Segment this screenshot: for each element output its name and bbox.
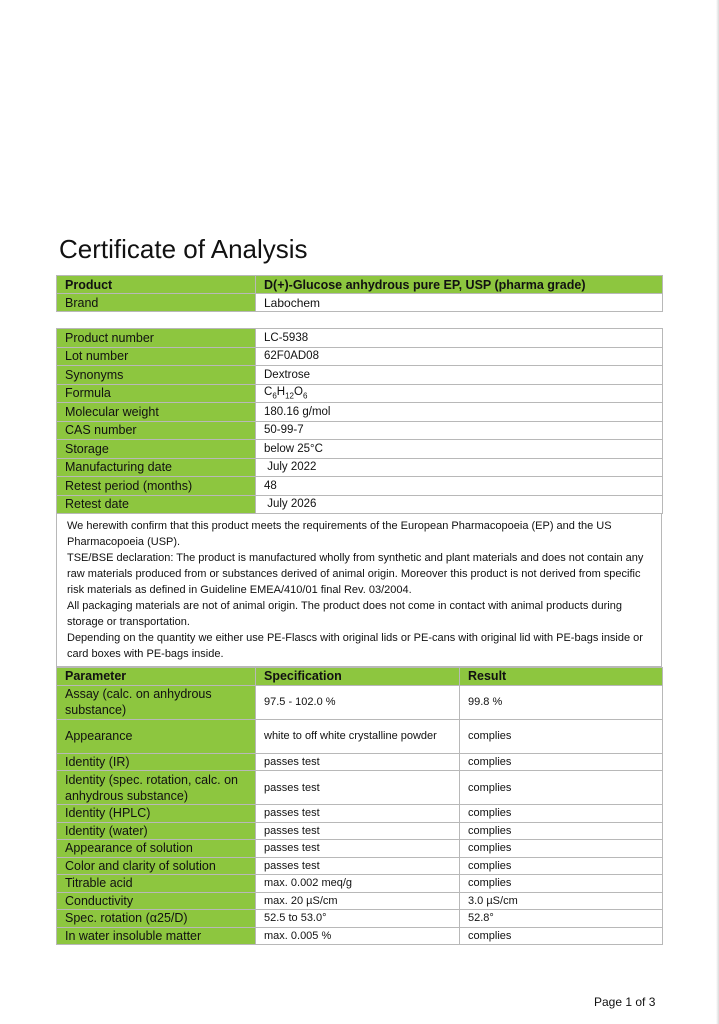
parameter-cell: Titrable acid (57, 875, 256, 893)
result-cell: complies (460, 875, 663, 893)
detail-label: Synonyms (57, 366, 256, 385)
specification-cell: max. 20 µS/cm (256, 892, 460, 910)
spec-header-row (57, 668, 663, 686)
result-cell: 52.8° (460, 910, 663, 928)
detail-row (57, 440, 663, 459)
result-cell: complies (460, 822, 663, 840)
parameter-cell: Conductivity (57, 892, 256, 910)
detail-label: Retest period (months) (57, 477, 256, 496)
detail-row (57, 458, 663, 477)
detail-row (57, 421, 663, 440)
result-header: Result (460, 668, 663, 686)
detail-value: LC-5938 (256, 329, 663, 348)
specification-cell: passes test (256, 822, 460, 840)
specification-cell: passes test (256, 857, 460, 875)
specification-cell: passes test (256, 805, 460, 823)
spec-row (57, 822, 663, 840)
result-cell: 99.8 % (460, 685, 663, 719)
parameter-cell: Spec. rotation (α25/D) (57, 910, 256, 928)
formula-value (256, 384, 663, 403)
spec-row (57, 892, 663, 910)
detail-label: Molecular weight (57, 403, 256, 422)
result-cell: complies (460, 771, 663, 805)
detail-label: Manufacturing date (57, 458, 256, 477)
formula-part: H (276, 386, 286, 399)
parameter-cell: Identity (HPLC) (57, 805, 256, 823)
spec-row (57, 771, 663, 805)
result-cell: complies (460, 805, 663, 823)
spec-row (57, 875, 663, 893)
declaration-box (56, 513, 662, 667)
parameter-cell: Appearance of solution (57, 840, 256, 858)
specification-cell: max. 0.002 meq/g (256, 875, 460, 893)
product-value: D(+)-Glucose anhydrous pure EP, USP (pharma grade) (256, 276, 663, 294)
parameter-cell: In water insoluble matter (57, 927, 256, 945)
detail-row (57, 329, 663, 348)
formula-part: O (293, 386, 303, 399)
formula-subscript: 12 (285, 391, 294, 401)
detail-row (57, 403, 663, 422)
declaration-paragraph: TSE/BSE declaration: The product is manufactured wholly from synthetic and plant materials and does not contain any raw materials produced from or substances derived of animal origin. Moreover this product is not derived from specific risk materials as defined in Guideline EMEA/410/01 final Rev. 03/2004. (67, 552, 644, 596)
formula-subscript: 6 (302, 391, 308, 401)
detail-value: below 25°C (256, 440, 663, 459)
detail-row (57, 495, 663, 514)
parameter-cell: Identity (spec. rotation, calc. on anhydrous substance) (57, 771, 256, 805)
spec-row (57, 857, 663, 875)
detail-label: CAS number (57, 421, 256, 440)
spec-row (57, 685, 663, 719)
parameter-cell: Appearance (57, 719, 256, 753)
product-label: Product (57, 276, 256, 294)
specification-cell: passes test (256, 771, 460, 805)
detail-row (57, 347, 663, 366)
brand-label: Brand (57, 294, 256, 312)
specification-cell: 97.5 - 102.0 % (256, 685, 460, 719)
detail-row (57, 366, 663, 385)
spec-row (57, 805, 663, 823)
product-table (56, 275, 663, 312)
parameter-cell: Color and clarity of solution (57, 857, 256, 875)
detail-label: Product number (57, 329, 256, 348)
detail-row (57, 384, 663, 403)
declaration-paragraph: We herewith confirm that this product meets the requirements of the European Pharmacopoeia (EP) and the US Pharmacopoeia (USP). (67, 520, 612, 548)
result-cell: complies (460, 719, 663, 753)
detail-value: 50-99-7 (256, 421, 663, 440)
detail-label: Storage (57, 440, 256, 459)
detail-value: 180.16 g/mol (256, 403, 663, 422)
detail-row (57, 477, 663, 496)
parameter-cell: Identity (IR) (57, 753, 256, 771)
page-title: Certificate of Analysis (59, 234, 308, 264)
page-number: Page 1 of 3 (594, 995, 656, 1009)
spec-row (57, 719, 663, 753)
detail-value: 62F0AD08 (256, 347, 663, 366)
product-details-table (56, 328, 663, 514)
detail-value: 48 (256, 477, 663, 496)
formula-subscript: 6 (272, 391, 277, 401)
result-cell: complies (460, 857, 663, 875)
result-cell: complies (460, 927, 663, 945)
specification-table (56, 667, 663, 945)
parameter-header: Parameter (57, 668, 256, 686)
declaration-paragraph: All packaging materials are not of animal origin. The product does not come in contact with animal products during storage or transportation. (67, 600, 622, 628)
parameter-cell: Identity (water) (57, 822, 256, 840)
result-cell: 3.0 µS/cm (460, 892, 663, 910)
brand-value: Labochem (256, 294, 663, 312)
brand-row (57, 294, 663, 312)
specification-cell: 52.5 to 53.0° (256, 910, 460, 928)
specification-cell: passes test (256, 840, 460, 858)
result-cell: complies (460, 840, 663, 858)
spec-row (57, 927, 663, 945)
specification-cell: passes test (256, 753, 460, 771)
detail-value: July 2026 (256, 495, 663, 514)
spec-row (57, 840, 663, 858)
detail-value: Dextrose (256, 366, 663, 385)
spec-row (57, 910, 663, 928)
result-cell: complies (460, 753, 663, 771)
detail-label: Retest date (57, 495, 256, 514)
detail-value: July 2022 (256, 458, 663, 477)
specification-cell: max. 0.005 % (256, 927, 460, 945)
detail-label: Lot number (57, 347, 256, 366)
spec-row (57, 753, 663, 771)
product-row (57, 276, 663, 294)
parameter-cell: Assay (calc. on anhydrous substance) (57, 685, 256, 719)
detail-label: Formula (57, 384, 256, 403)
specification-header: Specification (256, 668, 460, 686)
declaration-paragraph: Depending on the quantity we either use PE-Flascs with original lids or PE-cans with original lid with PE-bags inside or card boxes with PE-bags inside. (67, 632, 643, 660)
specification-cell: white to off white crystalline powder (256, 719, 460, 753)
formula-part: C (264, 386, 273, 399)
